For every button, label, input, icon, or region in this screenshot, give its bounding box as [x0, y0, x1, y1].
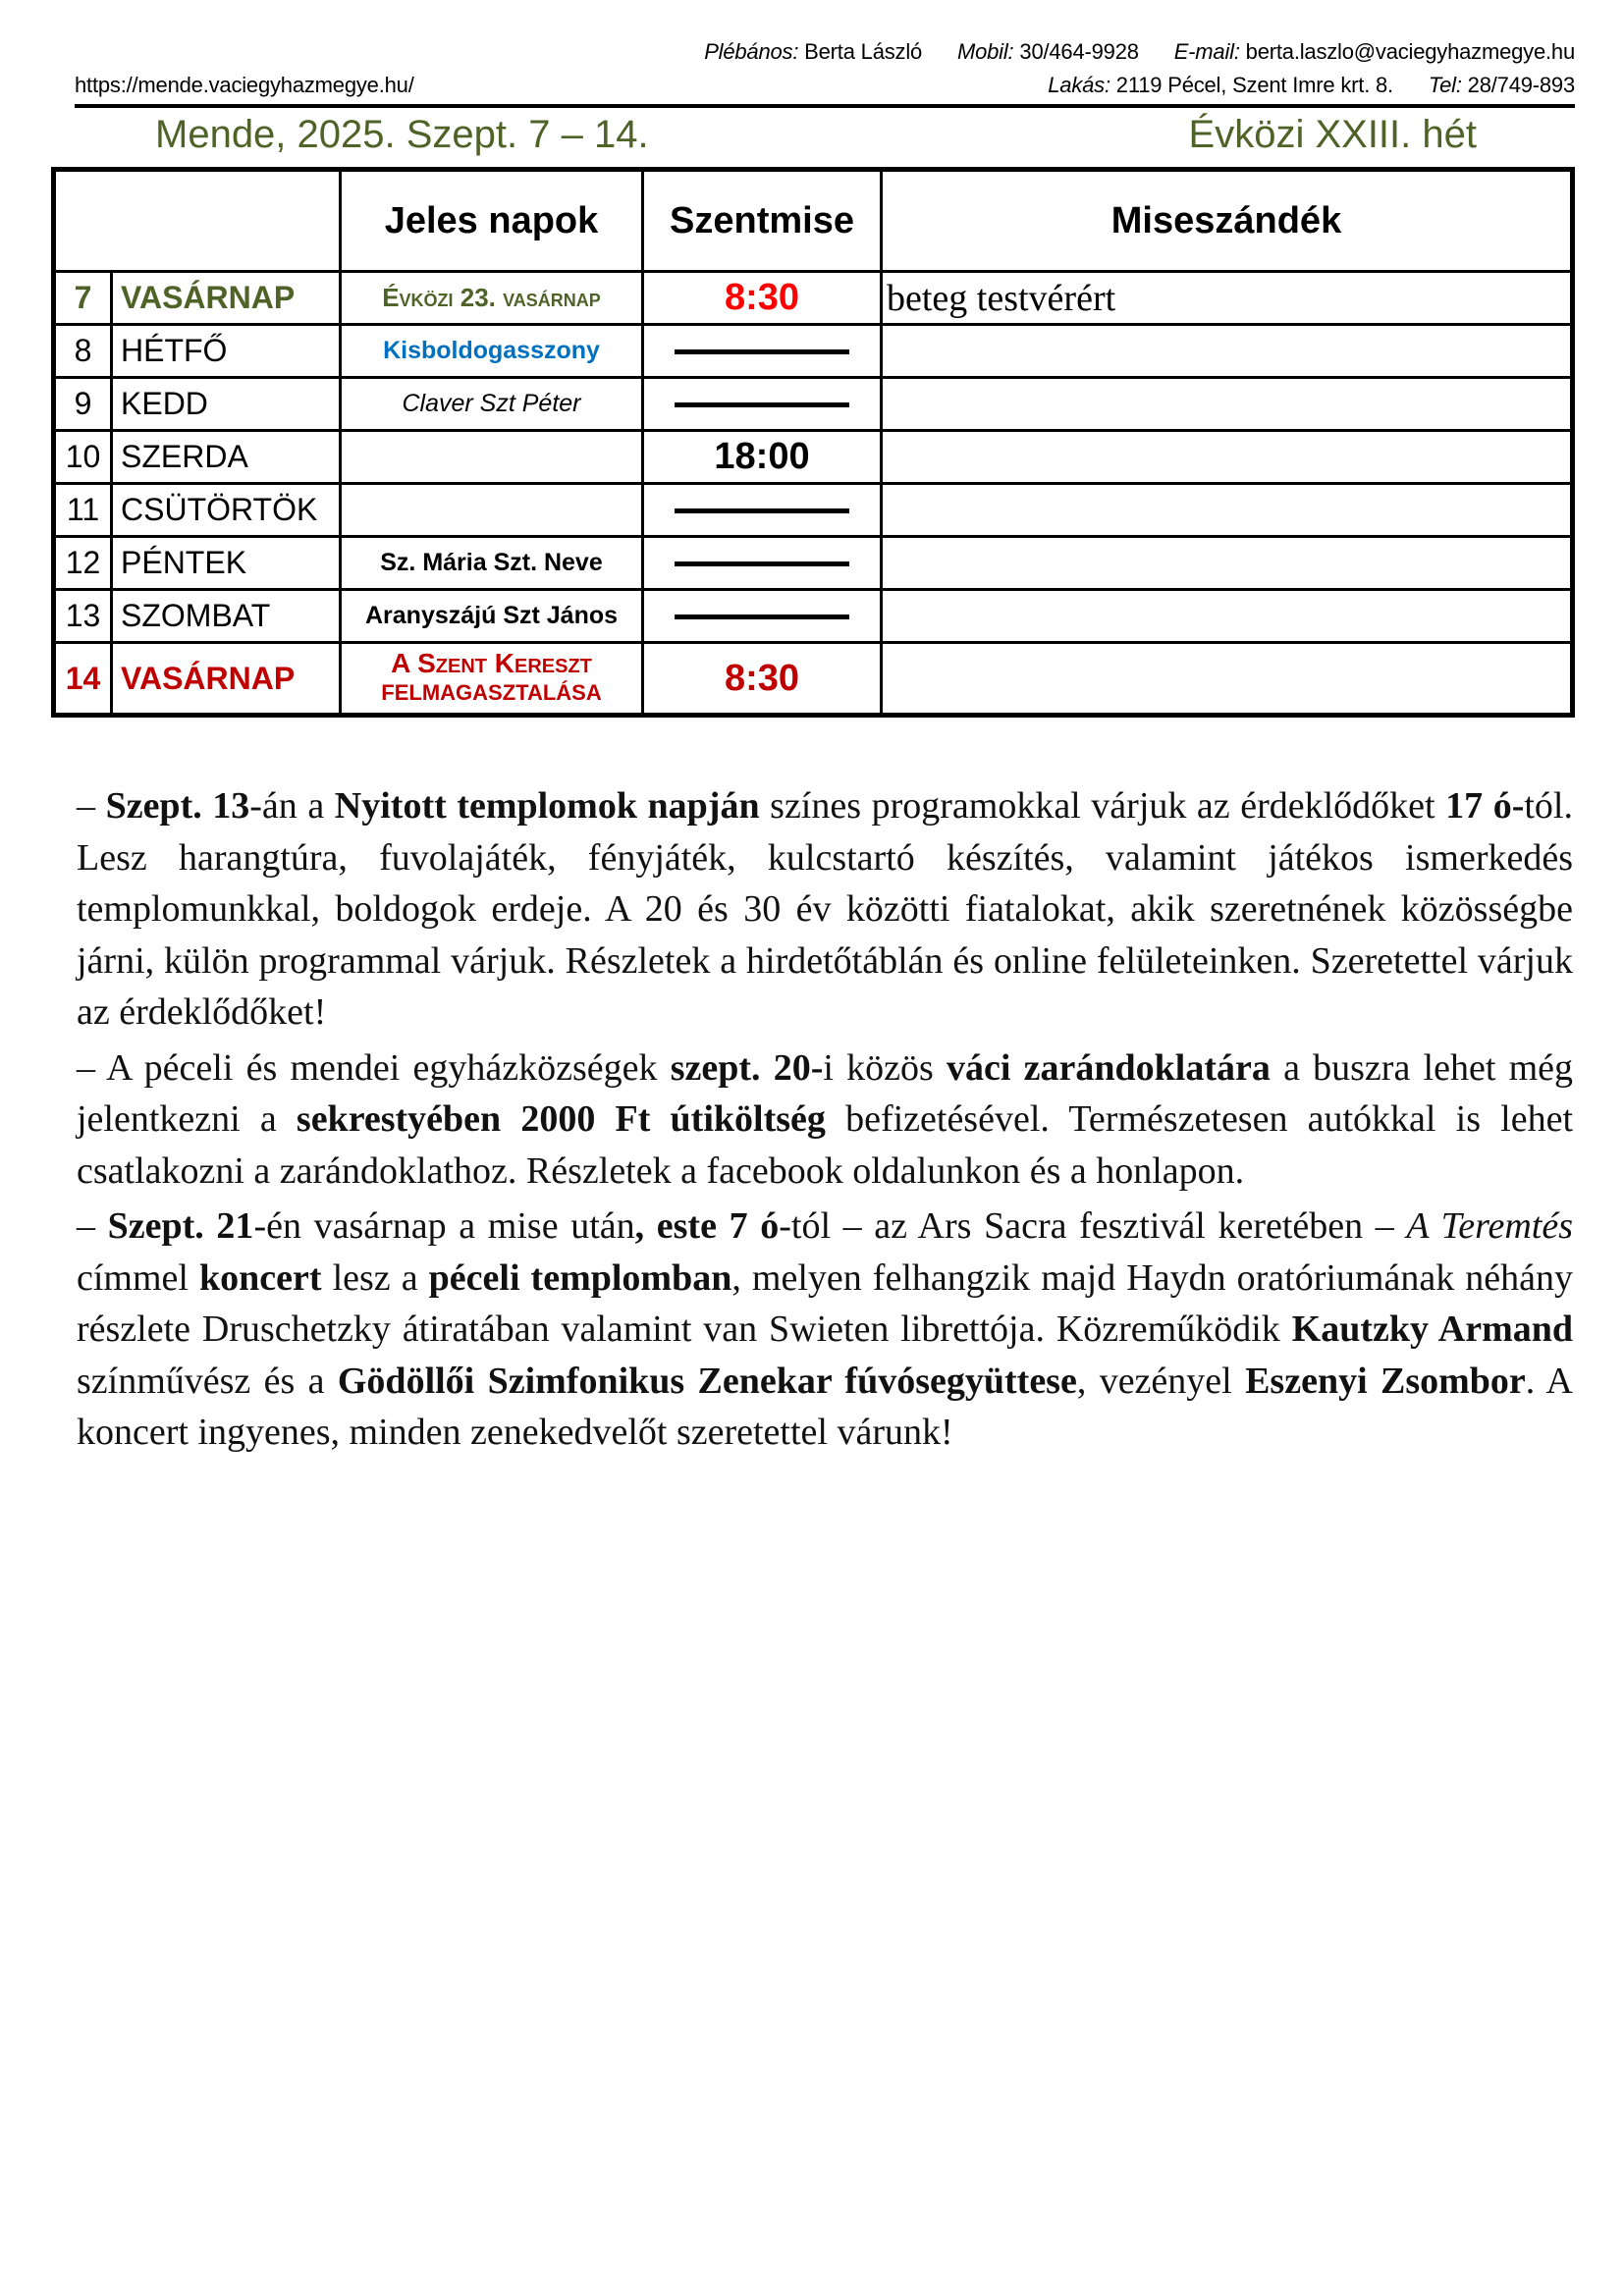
- body-text: lesz a: [321, 1256, 429, 1299]
- day-number: 7: [54, 272, 112, 325]
- pastor-label: Plébános:: [704, 39, 799, 64]
- mass-intention: [882, 484, 1573, 537]
- dash-line: [675, 349, 849, 354]
- emphasis-text: péceli templomban: [428, 1256, 732, 1299]
- mass-intention: [882, 537, 1573, 590]
- page-title: Mende, 2025. Szept. 7 – 14.: [155, 113, 649, 156]
- contact-line-2: [75, 73, 1575, 98]
- body-text: -tól – az Ars Sacra fesztivál keretében –: [779, 1205, 1407, 1247]
- weekday: PÉNTEK: [112, 537, 341, 590]
- schedule-table: [51, 167, 1575, 718]
- feast: [341, 643, 643, 716]
- body-text: . A koncert ingyenes, minden zenekedvelőt szeretettel várunk!: [77, 1360, 1573, 1453]
- mobile-number: 30/464-9928: [1019, 39, 1139, 64]
- dash-line: [675, 614, 849, 619]
- body-text: –: [77, 785, 106, 827]
- body-text: a buszra lehet még jelentkezni a: [77, 1046, 1574, 1140]
- announcement-pilgrimage: [77, 1042, 1573, 1198]
- weekday: KEDD: [112, 378, 341, 431]
- emphasis-text: , este 7 ó: [634, 1205, 780, 1247]
- no-mass-dash: [643, 484, 882, 537]
- announcement-concert: [77, 1201, 1573, 1459]
- body-text: -án a: [249, 785, 335, 827]
- mass-intention: [882, 325, 1573, 378]
- emphasis-text: váci zarándoklatára: [947, 1046, 1271, 1089]
- table-row: [54, 537, 1573, 590]
- feast: Claver Szt Péter: [341, 378, 643, 431]
- mobile-label: Mobil:: [956, 39, 1014, 64]
- mass-time: 8:30: [643, 272, 882, 325]
- emphasis-text: sekrestyében 2000 Ft útiköltség: [296, 1098, 826, 1140]
- tel-number: 28/749-893: [1467, 73, 1575, 97]
- mass-intention: [882, 431, 1573, 484]
- body-text: – A péceli és mendei egyházközségek: [77, 1046, 671, 1089]
- emphasis-text: Nyitott templomok napján: [334, 785, 760, 827]
- body-text: –: [77, 1205, 108, 1247]
- home-label: Lakás:: [1048, 73, 1110, 97]
- day-number: 9: [54, 378, 112, 431]
- body-text: -én vasárnap a mise után: [253, 1205, 635, 1247]
- weekday: SZOMBAT: [112, 590, 341, 643]
- body-text: i közös: [823, 1046, 947, 1089]
- day-number: 14: [54, 643, 112, 716]
- no-mass-dash: [643, 590, 882, 643]
- emphasis-text: szept. 20-: [670, 1046, 824, 1089]
- emphasis-text: Szept. 21: [107, 1205, 254, 1247]
- email-label: E-mail:: [1173, 39, 1240, 64]
- column-header-feasts: Jeles napok: [341, 170, 643, 272]
- dash-line: [675, 402, 849, 407]
- day-number: 13: [54, 590, 112, 643]
- day-number: 10: [54, 431, 112, 484]
- table-row: [54, 590, 1573, 643]
- emphasis-text: 17 ó-: [1445, 785, 1525, 827]
- feast: Kisboldogasszony: [341, 325, 643, 378]
- body-text: tól. Lesz harangtúra, fuvolajáték, fényjáték, kulcstartó készítés, valamint játékos ismerkedés templomunkkal, boldogok erdeje. A 20 és 30 év közötti fiatalokat, akik szeretnének közösségbe járni, külön programmal várjuk. Részletek a hirdetőtáblán és online felületeinken. Szeretettel várjuk az érdeklődőket!: [77, 785, 1573, 1033]
- feast: [341, 484, 643, 537]
- no-mass-dash: [643, 325, 882, 378]
- feast: [341, 431, 643, 484]
- no-mass-dash: [643, 378, 882, 431]
- table-row: [54, 643, 1573, 716]
- column-header-day: [54, 170, 341, 272]
- body-text: , vezényel: [1076, 1360, 1246, 1402]
- header-divider: [75, 104, 1575, 108]
- pastor-name: Berta László: [804, 39, 923, 64]
- announcements: [77, 780, 1573, 1463]
- column-header-intention: Miseszándék: [882, 170, 1573, 272]
- home-contact: [1048, 73, 1575, 98]
- mass-time: 18:00: [643, 431, 882, 484]
- emphasis-text: Gödöllői Szimfonikus Zenekar fúvósegyüttese: [337, 1360, 1077, 1402]
- weekday: HÉTFŐ: [112, 325, 341, 378]
- dash-line: [675, 561, 849, 566]
- day-number: 11: [54, 484, 112, 537]
- feast-line-1: A Szent Kereszt: [391, 648, 592, 678]
- no-mass-dash: [643, 537, 882, 590]
- column-header-mass: Szentmise: [643, 170, 882, 272]
- emphasis-text: koncert: [199, 1256, 322, 1299]
- feast: Évközi 23. vasárnap: [341, 272, 643, 325]
- italic-title: A Teremtés: [1406, 1205, 1573, 1247]
- website-link[interactable]: https://mende.vaciegyhazmegye.hu/: [75, 73, 414, 97]
- home-address: 2119 Pécel, Szent Imre krt. 8.: [1115, 73, 1393, 97]
- emphasis-text: Eszenyi Zsombor: [1245, 1360, 1526, 1402]
- feast: Sz. Mária Szt. Neve: [341, 537, 643, 590]
- table-header-row: [54, 170, 1573, 272]
- body-text: befizetésével. Természetesen autókkal is lehet csatlakozni a zarándoklathoz. Részletek a facebook oldalunkon és a honlapon.: [77, 1098, 1574, 1192]
- table-row: [54, 431, 1573, 484]
- table-row: [54, 272, 1573, 325]
- weekday: CSÜTÖRTÖK: [112, 484, 341, 537]
- week-title: Évközi XXIII. hét: [1188, 113, 1477, 156]
- body-text: színes programokkal várjuk az érdeklődőket: [759, 785, 1446, 827]
- dash-line: [675, 508, 849, 513]
- mass-intention: [882, 378, 1573, 431]
- feast-line-2: FELMAGASZTALÁSA: [381, 680, 602, 705]
- mass-intention: beteg testvérért: [882, 272, 1573, 325]
- body-text: címmel: [77, 1256, 200, 1299]
- day-number: 12: [54, 537, 112, 590]
- table-row: [54, 325, 1573, 378]
- body-text: , melyen felhangzik majd Haydn oratóriumának néhány részlete Druschetzky átiratában valamint van Swieten librettója. Közreműködik: [77, 1256, 1573, 1350]
- weekday: VASÁRNAP: [112, 272, 341, 325]
- emphasis-text: Kautzky Armand: [1291, 1308, 1574, 1350]
- weekday: SZERDA: [112, 431, 341, 484]
- body-text: színművész és a: [77, 1360, 338, 1402]
- mass-time: 8:30: [643, 643, 882, 716]
- day-number: 8: [54, 325, 112, 378]
- feast: Aranyszájú Szt János: [341, 590, 643, 643]
- weekday: VASÁRNAP: [112, 643, 341, 716]
- mass-intention: [882, 590, 1573, 643]
- tel-label: Tel:: [1428, 73, 1462, 97]
- emphasis-text: Szept. 13: [105, 785, 250, 827]
- announcement-open-churches: [77, 780, 1573, 1039]
- table-row: [54, 484, 1573, 537]
- contact-line-1: [75, 39, 1575, 65]
- mass-intention: [882, 643, 1573, 716]
- email-address[interactable]: berta.laszlo@vaciegyhazmegye.hu: [1245, 39, 1575, 64]
- table-row: [54, 378, 1573, 431]
